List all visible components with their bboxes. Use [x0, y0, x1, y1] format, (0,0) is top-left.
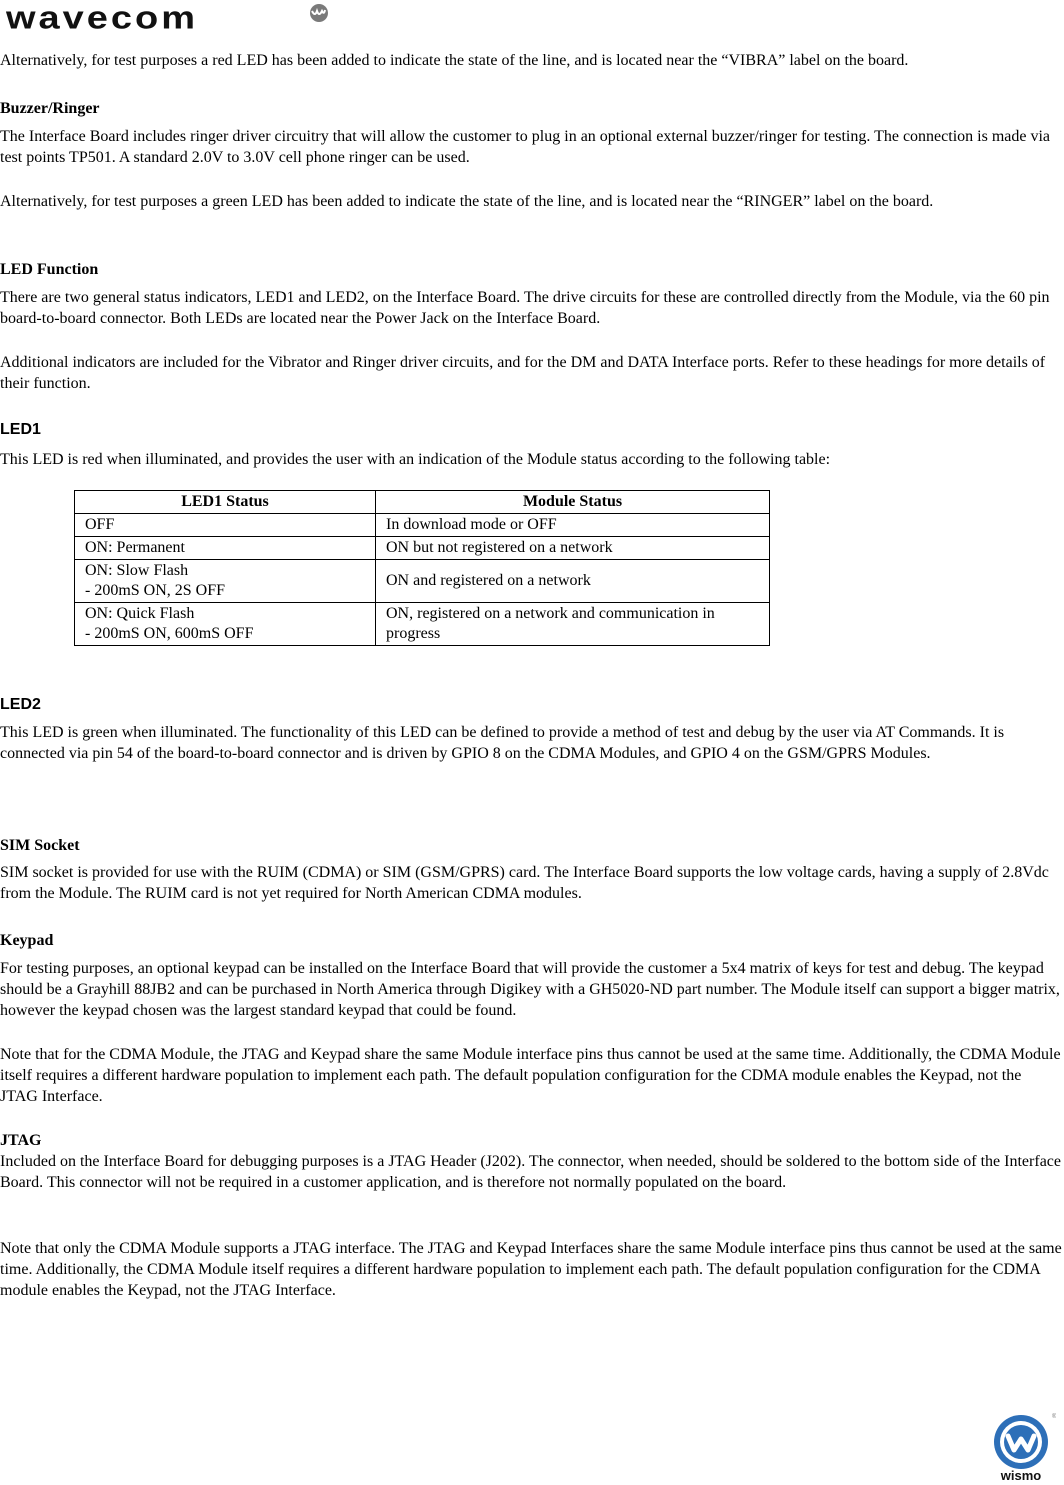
- buzzer-heading: Buzzer/Ringer: [0, 100, 100, 117]
- table-cell: In download mode or OFF: [376, 514, 770, 537]
- led2-heading: LED2: [0, 696, 41, 713]
- keypad-body: For testing purposes, an optional keypad can be installed on the Interface Board that will provide the customer a 5x4 matrix of keys for test and debug. The keypad should be a Grayhill 88JB2 and can be purchased in North America through Digikey with a GH5020-ND part number. The Module itself can support a bigger matrix, however the keypad chosen was the largest standard keypad that could be found.: [0, 960, 1060, 1019]
- jtag-body: Included on the Interface Board for debugging purposes is a JTAG Header (J202). The connector, when needed, should be soldered to the bottom side of the Interface Board. This connector will not be required in a customer application, and is therefore not normally populated on the board.: [0, 1153, 1061, 1191]
- keypad-heading: Keypad: [0, 932, 54, 949]
- table-cell-line: - 200mS ON, 2S OFF: [85, 582, 226, 599]
- table-header-row: [75, 491, 770, 514]
- svg-text:wismo: wismo: [1000, 1468, 1042, 1482]
- table-cell-line: - 200mS ON, 600mS OFF: [85, 625, 254, 642]
- table-cell: OFF: [75, 514, 376, 537]
- jtag-heading: JTAG: [0, 1132, 42, 1149]
- table-cell: ON, registered on a network and communication in progress: [376, 603, 770, 646]
- led-function-body: There are two general status indicators, LED1 and LED2, on the Interface Board. The drive circuits for these are controlled directly from the Module, via the 60 pin board-to-board connector. Both LEDs are located near the Power Jack on the Interface Board.: [0, 289, 1050, 327]
- table-row: [75, 537, 770, 560]
- table-cell-line: ON: Slow Flash: [85, 562, 189, 579]
- table-cell: ON and registered on a network: [376, 560, 770, 603]
- table-cell-line: ON: Quick Flash: [85, 605, 195, 622]
- table-cell: ON but not registered on a network: [376, 537, 770, 560]
- led-function-heading: LED Function: [0, 261, 99, 278]
- additional-indicators-paragraph: Additional indicators are included for the Vibrator and Ringer driver circuits, and for the DM and DATA Interface ports. Refer to these headings for more details of their function.: [0, 354, 1046, 392]
- wavecom-logo: [6, 2, 336, 38]
- vibra-alt-paragraph: Alternatively, for test purposes a red LED has been added to indicate the state of the line, and is located near the “VIBRA” label on the board.: [0, 52, 909, 69]
- table-header-module-status: Module Status: [376, 491, 770, 514]
- led1-body: This LED is red when illuminated, and provides the user with an indication of the Module status according to the following table:: [0, 451, 831, 468]
- table-cell: [75, 560, 376, 603]
- led1-heading: LED1: [0, 421, 41, 438]
- table-header-led1-status: LED1 Status: [75, 491, 376, 514]
- buzzer-body: The Interface Board includes ringer driver circuitry that will allow the customer to plug in an optional external buzzer/ringer for testing. The connection is made via test points TP501. A standard 2.0V to 3.0V cell phone ringer can be used.: [0, 128, 1051, 166]
- keypad-note: Note that for the CDMA Module, the JTAG and Keypad share the same Module interface pins thus cannot be used at the same time. Additionally, the CDMA Module itself requires a different hardware population to implement each path. The default population configuration for the CDMA module enables the Keypad, not the JTAG Interface.: [0, 1046, 1061, 1105]
- led2-body: This LED is green when illuminated. The functionality of this LED can be defined to provide a method of test and debug by the user via AT Commands. It is connected via pin 54 of the board-to-board connector and is driven by GPIO 8 on the CDMA Modules, and GPIO 4 on the GSM/GPRS Modules.: [0, 724, 1005, 762]
- table-cell: [75, 603, 376, 646]
- jtag-note: Note that only the CDMA Module supports a JTAG interface. The JTAG and Keypad Interfaces share the same Module interface pins thus cannot be used at the same time. Additionally, the CDMA Module itself requires a different hardware population to implement each path. The default population configuration for the CDMA module enables the Keypad, not the JTAG Interface.: [0, 1240, 1062, 1299]
- sim-socket-body: SIM socket is provided for use with the RUIM (CDMA) or SIM (GSM/GPRS) card. The Interface Board supports the low voltage cards, having a supply of 2.8Vdc from the Module. The RUIM card is not yet required for North American CDMA modules.: [0, 864, 1049, 902]
- led1-status-table: [74, 490, 770, 646]
- sim-socket-heading: SIM Socket: [0, 837, 80, 854]
- svg-text:®: ®: [1052, 1414, 1056, 1420]
- table-row: [75, 560, 770, 603]
- ringer-alt-paragraph: Alternatively, for test purposes a green LED has been added to indicate the state of the line, and is located near the “RINGER” label on the board.: [0, 193, 934, 210]
- wismo-logo: [986, 1412, 1056, 1482]
- table-row: [75, 603, 770, 646]
- table-row: [75, 514, 770, 537]
- svg-text:wavecom: wavecom: [6, 2, 199, 36]
- table-cell: ON: Permanent: [75, 537, 376, 560]
